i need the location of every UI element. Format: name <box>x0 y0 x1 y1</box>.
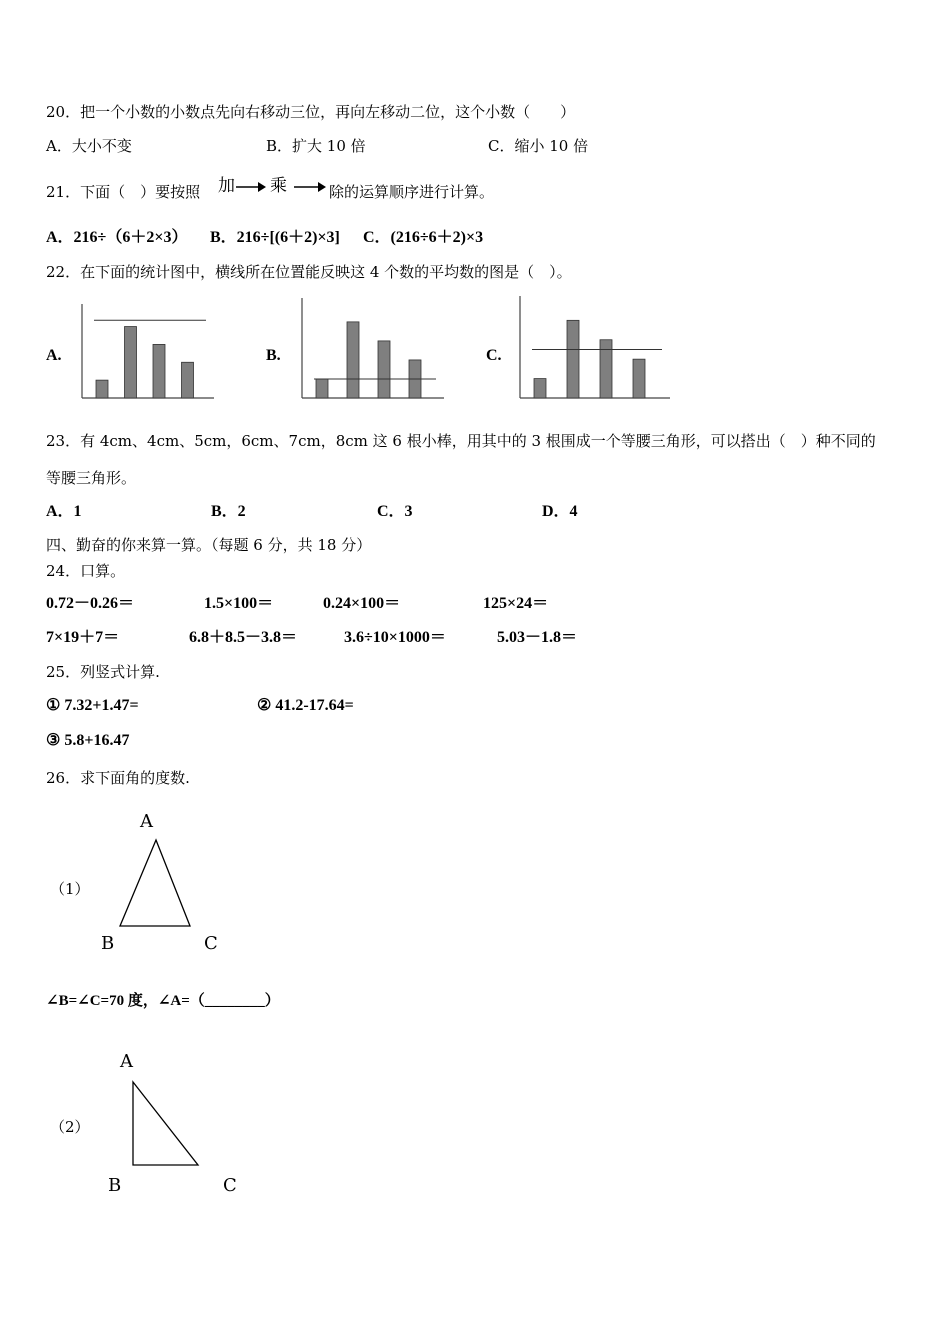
q26-stem: 26．求下面角的度数. <box>46 769 190 787</box>
q22-label-c: C. <box>486 347 502 364</box>
bar <box>347 322 359 398</box>
vertex-label-b: B <box>101 933 115 954</box>
vertex-label-c: C <box>223 1175 237 1196</box>
vertex-label-c: C <box>204 933 218 954</box>
q21-option-a: A．216÷（6＋2×3） <box>46 229 188 246</box>
q23-stem-b: 等腰三角形。 <box>46 469 137 487</box>
section-title: 四、勤奋的你来算一算。（每题 6 分，共 18 分） <box>46 536 372 554</box>
q22-stem: 22．在下面的统计图中，横线所在位置能反映这 4 个数的平均数的图是（ ）。 <box>46 263 572 281</box>
q24-r1-c1: 0.72－0.26＝ <box>46 595 135 612</box>
q25-item-3: ③ 5.8+16.47 <box>46 732 130 749</box>
bar <box>378 341 390 398</box>
bar <box>125 327 137 398</box>
bar <box>534 379 546 398</box>
vertex-label-a: A <box>120 1051 133 1072</box>
q20-stem: 20．把一个小数的小数点先向右移动三位，再向左移动二位，这个小数（ ） <box>46 103 576 121</box>
q23-stem-a: 23．有 4cm、4cm、5cm，6cm、7cm，8cm 这 6 根小棒，用其中的 3 根围成一个等腰三角形，可以搭出（ ）种不同的 <box>46 432 876 450</box>
q24-r1-c2: 1.5×100＝ <box>204 595 274 612</box>
q23-option-a: A．1 <box>46 503 82 520</box>
q24-r2-c2: 6.8＋8.5－3.8＝ <box>189 629 298 646</box>
q25-item-2: ② 41.2-17.64= <box>257 697 354 714</box>
q21-option-c: C．(216÷6＋2)×3 <box>363 229 484 246</box>
q21-option-b: B．216÷[(6＋2)×3] <box>210 229 340 246</box>
q24-r2-c4: 5.03－1.8＝ <box>497 629 578 646</box>
q22-label-a: A. <box>46 347 62 364</box>
q22-label-b: B. <box>266 347 281 364</box>
bar <box>600 340 612 398</box>
q20-option-c: C．缩小 10 倍 <box>488 137 589 155</box>
bar <box>633 359 645 398</box>
bar-chart-c <box>514 294 672 402</box>
q26-condition: ∠B=∠C=70 度，∠A=（________） <box>46 993 280 1009</box>
q24-stem: 24．口算。 <box>46 562 126 580</box>
q25-stem: 25．列竖式计算. <box>46 663 160 681</box>
bar-chart-b <box>296 296 446 402</box>
bar <box>182 362 194 398</box>
q24-r1-c4: 125×24＝ <box>483 595 549 612</box>
q24-r1-c3: 0.24×100＝ <box>323 595 401 612</box>
q23-option-c: C．3 <box>377 503 413 520</box>
q24-r2-c1: 7×19＋7＝ <box>46 629 120 646</box>
q23-option-d: D．4 <box>542 503 578 520</box>
q23-option-b: B．2 <box>211 503 246 520</box>
vertex-label-a: A <box>140 811 153 832</box>
q21-flow-add: 加 <box>218 176 235 196</box>
bar <box>153 344 165 398</box>
bar-chart-a <box>76 302 216 402</box>
figure-2-label: （2） <box>50 1118 90 1136</box>
vertex-label-b: B <box>108 1175 122 1196</box>
triangle-figure-1 <box>100 806 230 956</box>
q20-option-b: B．扩大 10 倍 <box>266 137 366 155</box>
q20-option-a: A．大小不变 <box>46 137 132 155</box>
arrow-right-icon <box>236 180 266 194</box>
figure-1-label: （1） <box>50 880 90 898</box>
q25-item-1: ① 7.32+1.47= <box>46 697 139 714</box>
q24-r2-c3: 3.6÷10×1000＝ <box>344 629 446 646</box>
arrow-right-icon <box>294 180 326 194</box>
bar <box>96 380 108 398</box>
bar <box>316 379 328 398</box>
q21-flow-multiply: 乘 <box>270 176 287 196</box>
q21-stem-b: 除的运算顺序进行计算。 <box>329 183 495 201</box>
triangle-figure-2 <box>100 1045 250 1200</box>
q21-stem-a: 21．下面（ ）要按照 <box>46 183 201 201</box>
bar <box>567 320 579 398</box>
